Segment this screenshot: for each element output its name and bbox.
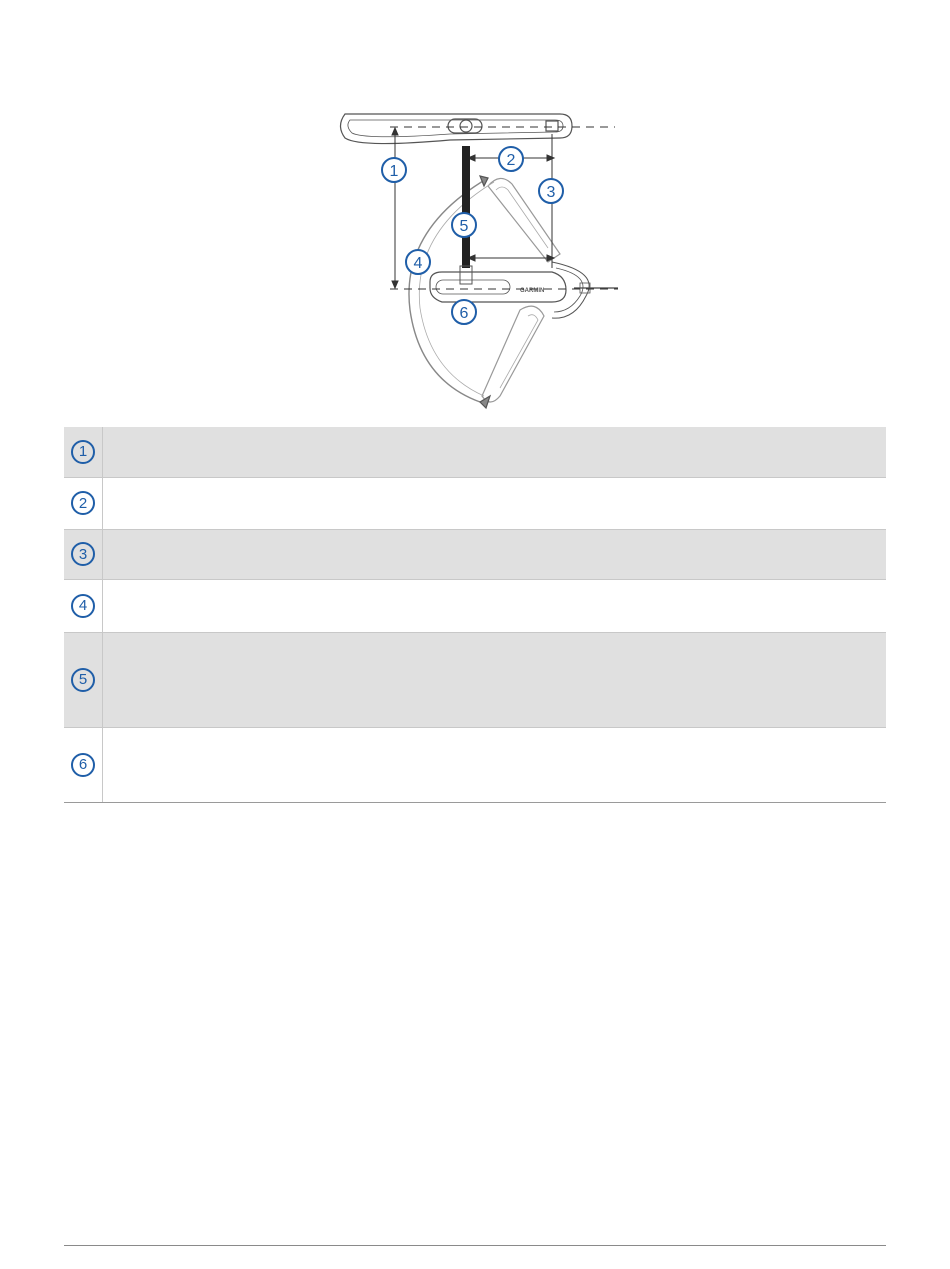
svg-text:1: 1 <box>389 163 399 180</box>
svg-text:2: 2 <box>506 152 516 169</box>
callout-badge: 6 <box>71 753 95 777</box>
callout-1 <box>382 158 406 182</box>
legend-description <box>103 727 887 802</box>
callout-badge: 5 <box>71 668 95 692</box>
legend-row-6 <box>64 727 886 802</box>
callout-badge: 2 <box>71 491 95 515</box>
callout-3 <box>539 179 563 203</box>
legend-description <box>103 529 887 579</box>
trolling-motor-installation-diagram <box>330 100 630 415</box>
svg-text:5: 5 <box>459 218 469 235</box>
legend-description <box>103 632 887 727</box>
legend-row-3 <box>64 529 886 579</box>
callout-badge: 1 <box>71 440 95 464</box>
callout-6 <box>452 300 476 324</box>
deployed-motor-head <box>430 272 566 302</box>
legend-description <box>103 579 887 632</box>
brand-label: GARMIN <box>520 288 545 294</box>
callout-badge: 4 <box>71 594 95 618</box>
mount-bracket <box>552 262 589 318</box>
motor-shaft <box>459 146 470 268</box>
legend-row-5 <box>64 632 886 727</box>
rotation-arc <box>409 178 488 402</box>
callout-5 <box>452 213 476 237</box>
footer-rule <box>64 1245 886 1246</box>
legend-description <box>103 427 887 477</box>
svg-text:4: 4 <box>413 255 423 272</box>
legend-row-1 <box>64 427 886 477</box>
legend-row-4 <box>64 579 886 632</box>
callout-legend-table <box>64 427 886 803</box>
legend-description <box>103 477 887 529</box>
legend-row-2 <box>64 477 886 529</box>
svg-text:6: 6 <box>459 305 469 322</box>
svg-text:3: 3 <box>546 184 556 201</box>
top-control-pod <box>448 119 482 133</box>
callout-4 <box>406 250 430 274</box>
callout-badge: 3 <box>71 542 95 566</box>
callout-2 <box>499 147 523 171</box>
